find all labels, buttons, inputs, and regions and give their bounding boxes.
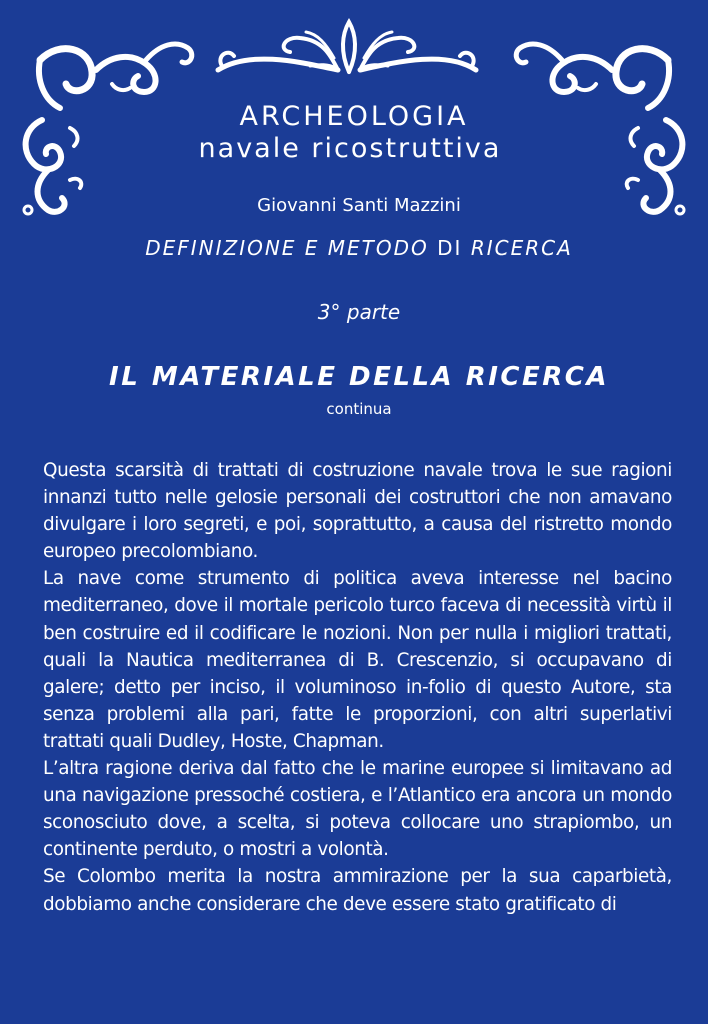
- title-line-1: ARCHEOLOGIA: [239, 101, 469, 132]
- subtitle-part-2: DI: [437, 236, 463, 260]
- body-text: [43, 457, 672, 918]
- continued-label: continua: [326, 400, 392, 418]
- paragraph: La nave come strumento di politica aveva interesse nel bacino mediterraneo, dove il mortale pericolo turco faceva di necessità virtù il ben costruire ed il codificare le nozioni. Non per nulla i migliori trattati, quali la Nautica mediterranea di B. Crescenzio, si occupavano di galere; detto per inciso, il voluminoso in-folio di questo Autore, sta senza problemi alla pari, fatte le proporzioni, con altri superlativi trattati quali Dudley, Hoste, Chapman.: [43, 568, 672, 752]
- author-name: Giovanni Santi Mazzini: [257, 195, 461, 216]
- paragraph: Se Colombo merita la nostra ammirazione per la sua caparbietà, dobbiamo anche considerare che deve essere stato gratificato di: [43, 866, 672, 915]
- crest-ornament-icon: [218, 22, 476, 72]
- subtitle-part-1: DEFINIZIONE E METODO: [145, 236, 429, 260]
- paragraph: Questa scarsità di trattati di costruzione navale trova le sue ragioni innanzi tutto nelle gelosie personali dei costruttori che non amavano divulgare i loro segreti, e poi, soprattutto, a causa del ristretto mondo europeo precolombiano.: [43, 460, 672, 563]
- section-title: IL MATERIALE DELLA RICERCA: [109, 362, 609, 392]
- article-subtitle: [0, 234, 708, 262]
- page-title: [0, 100, 708, 166]
- paragraph: L’altra ragione deriva dal fatto che le marine europee si limitavano ad una navigazione pressoché costiera, e l’Atlantico era ancora un mondo sconosciuto dove, a scelta, si poteva collocare uno strapiombo, un continente perduto, o mostri a volontà.: [43, 758, 672, 861]
- part-number: 3° parte: [317, 300, 401, 324]
- subtitle-part-3: RICERCA: [470, 236, 573, 260]
- title-line-2: navale ricostruttiva: [198, 133, 502, 164]
